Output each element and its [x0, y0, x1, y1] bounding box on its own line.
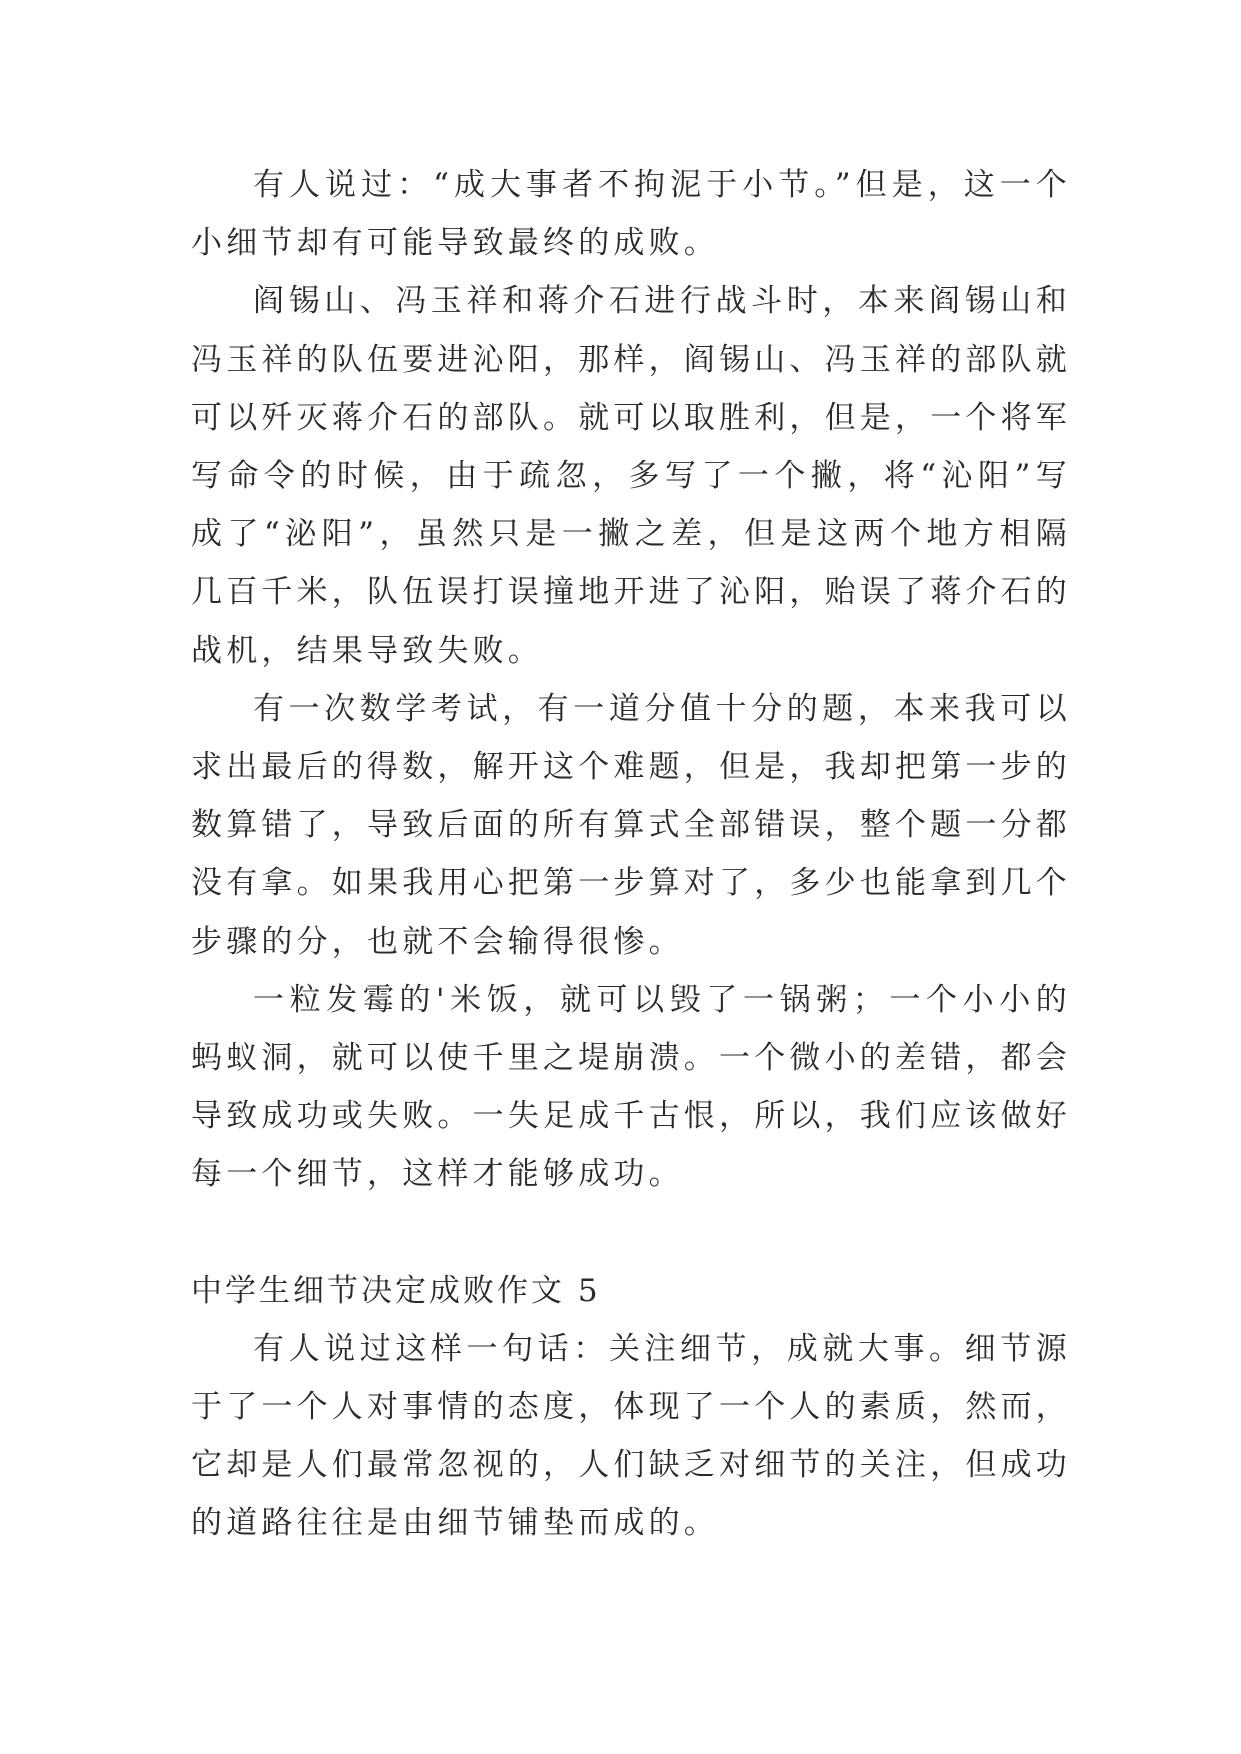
paragraph-5: 有人说过这样一句话：关注细节，成就大事。细节源于了一个人对事情的态度，体现了一个人的素质，然而，它却是人们最常忽视的，人们缺乏对细节的关注，但成功的道路往往是由细节铺垫而成的。: [191, 1330, 1071, 1542]
paragraph-2: 阎锡山、冯玉祥和蒋介石进行战斗时，本来阎锡山和冯玉祥的队伍要进沁阳，那样，阎锡山、冯玉祥的部队就可以歼灭蒋介石的部队。就可以取胜利，但是，一个将军写命令的时候，由于疏忽，多写了一个撇，将“沁阳”写成了“泌阳”，虽然只是一撇之差，但是这两个地方相隔几百千米，队伍误打误撞地开进了沁阳，贻误了蒋介石的战机，结果导致失败。: [191, 283, 1071, 669]
paragraph-4: 一粒发霉的'米饭，就可以毁了一锅粥；一个小小的蚂蚁洞，就可以使千里之堤崩溃。一个微小的差错，都会导致成功或失败。一失足成千古恨，所以，我们应该做好每一个细节，这样才能够成功。: [191, 981, 1071, 1193]
paragraph-3: 有一次数学考试，有一道分值十分的题，本来我可以求出最后的得数，解开这个难题，但是，我却把第一步的数算错了，导致后面的所有算式全部错误，整个题一分都没有拿。如果我用心把第一步算对了，多少也能拿到几个步骤的分，也就不会输得很惨。: [191, 690, 1071, 960]
section-heading: 中学生细节决定成败作文 5: [191, 1272, 601, 1309]
paragraph-1: 有人说过：“成大事者不拘泥于小节。”但是，这一个小细节却有可能导致最终的成败。: [191, 167, 1071, 262]
document-body: [191, 156, 1071, 1553]
